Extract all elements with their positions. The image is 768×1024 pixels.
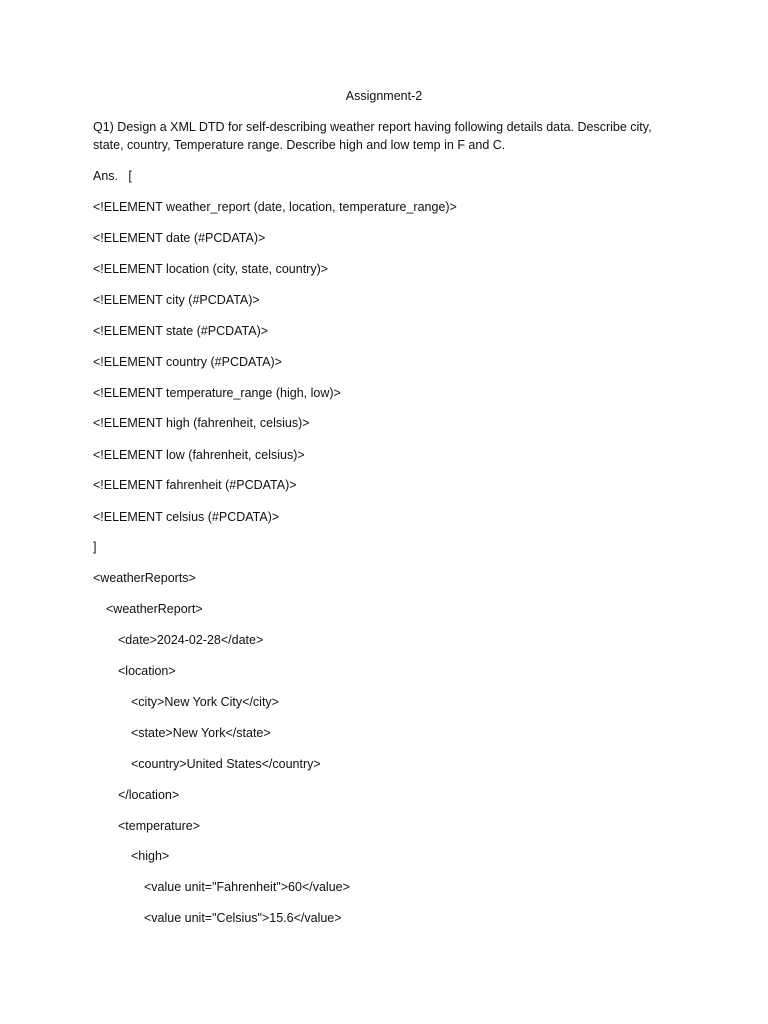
dtd-line: <!ELEMENT celsius (#PCDATA)> <box>93 510 280 524</box>
dtd-line: <!ELEMENT location (city, state, country)> <box>93 262 329 276</box>
dtd-line: <!ELEMENT country (#PCDATA)> <box>93 355 282 369</box>
dtd-line: <!ELEMENT date (#PCDATA)> <box>93 231 266 245</box>
xml-line: <date>2024-02-28</date> <box>118 633 264 647</box>
dtd-line: <!ELEMENT fahrenheit (#PCDATA)> <box>93 478 297 492</box>
xml-line: <weatherReports> <box>93 571 196 585</box>
xml-line: <location> <box>118 664 176 678</box>
xml-line: <country>United States</country> <box>131 757 321 771</box>
xml-line: <state>New York</state> <box>131 726 271 740</box>
xml-line: <city>New York City</city> <box>131 695 279 709</box>
document-title: Assignment-2 <box>345 89 423 103</box>
dtd-line: <!ELEMENT city (#PCDATA)> <box>93 293 260 307</box>
xml-line: <temperature> <box>118 819 200 833</box>
dtd-line: <!ELEMENT state (#PCDATA)> <box>93 324 269 338</box>
answer-label: Ans. [ <box>93 169 132 183</box>
dtd-line: <!ELEMENT high (fahrenheit, celsius)> <box>93 416 310 430</box>
xml-line: </location> <box>118 788 180 802</box>
dtd-line: <!ELEMENT temperature_range (high, low)> <box>93 386 341 400</box>
xml-line: <value unit="Celsius">15.6</value> <box>144 911 342 925</box>
question-text: Q1) Design a XML DTD for self-describing weather report having following details data. Describe city, state, country, Temperature range. Describe high and low temp in F and C. <box>93 120 652 152</box>
xml-line: <weatherReport> <box>106 602 203 616</box>
xml-line: <high> <box>131 849 170 863</box>
dtd-close: ] <box>93 540 97 554</box>
xml-line: <value unit="Fahrenheit">60</value> <box>144 880 350 894</box>
dtd-line: <!ELEMENT weather_report (date, location, temperature_range)> <box>93 200 457 214</box>
dtd-line: <!ELEMENT low (fahrenheit, celsius)> <box>93 448 305 462</box>
